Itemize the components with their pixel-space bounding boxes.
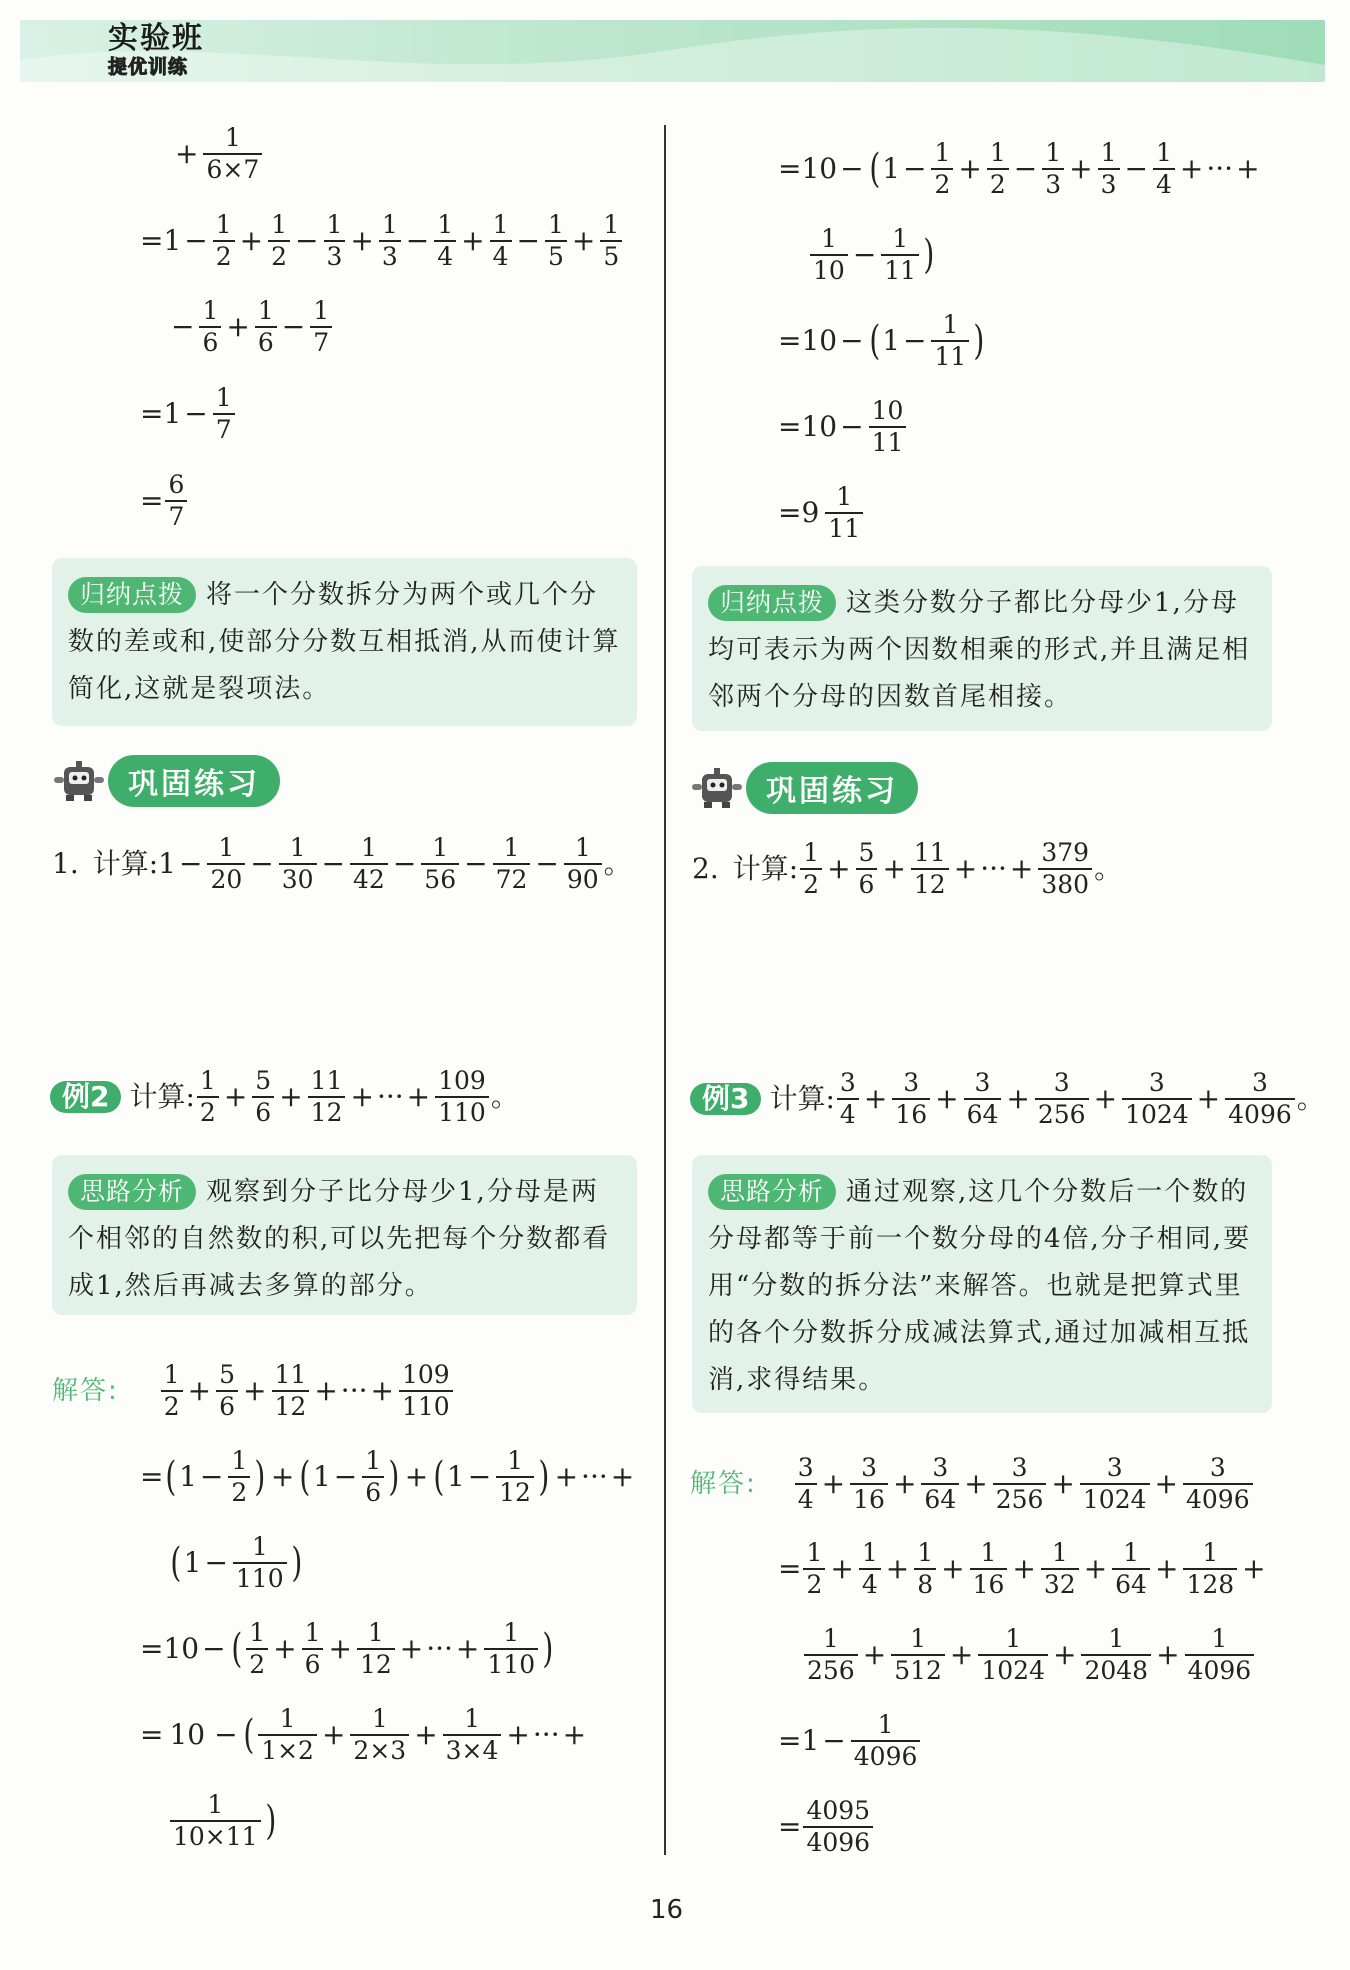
fraction: $\frac{1}{4}$	[1153, 140, 1175, 199]
header-wave-decoration	[20, 20, 1325, 82]
right-solution-line-4: = 1 − $\frac{1}{4096}$	[778, 1712, 922, 1771]
fraction: $\frac{1}{6}$	[199, 298, 221, 357]
fraction: $\frac{1}{16}$	[970, 1540, 1008, 1599]
fraction: $\frac{1}{110}$	[233, 1534, 287, 1593]
fraction: $\frac{3}{64}$	[964, 1070, 1002, 1129]
fraction: $\frac{1}{256}$	[804, 1626, 858, 1685]
right-practice-problem: 2. 计算: $\frac{1}{2}$ + $\frac{5}{6}$ + $\frac{11}{12}$ + ··· + $\frac{379}{380}$ 。	[692, 838, 1123, 900]
example-3: 例3 计算: $\frac{3}{4}$ + $\frac{3}{16}$ + $\frac{3}{64}$ + $\frac{3}{256}$ + $\frac{3}{1024}$ + $\frac{3}{4096}$ 。	[690, 1070, 1325, 1129]
fraction: $\frac{109}{110}$	[399, 1362, 453, 1421]
right-analysis-box	[692, 1155, 1272, 1413]
fraction: $\frac{3}{4}$	[795, 1455, 817, 1514]
fraction: $\frac{5}{6}$	[252, 1068, 274, 1127]
summary-tag: 归纳点拨	[708, 585, 836, 621]
left-summary-box	[52, 558, 637, 726]
fraction: $\frac{1}{512}$	[891, 1626, 945, 1685]
left-line-3: − $\frac{1}{6}$ + $\frac{1}{6}$ − $\frac{1}{7}$	[168, 298, 334, 357]
fraction: $\frac{1}{4}$	[859, 1540, 881, 1599]
fraction: $\frac{1}{4096}$	[851, 1712, 921, 1771]
left-analysis-box	[52, 1155, 637, 1315]
analysis-text: 通过观察,这几个分数后一个数的分母都等于前一个数分母的4倍,分子相同,要用“分数的拆分法”来解答。也就是把算式里的各个分数拆分成减法算式,通过加减相互抵消,求得结果。	[708, 1177, 1252, 1395]
fraction: $\frac{3}{1024}$	[1080, 1455, 1150, 1514]
left-solution-line-1: 解答: $\frac{1}{2}$ + $\frac{5}{6}$ + $\frac{11}{12}$ + ··· + $\frac{109}{110}$	[52, 1362, 455, 1421]
fraction: $\frac{1}{10\times 11}$	[170, 1792, 261, 1851]
fraction: $\frac{1}{20}$	[207, 835, 245, 894]
brand-title: 实验班	[108, 21, 204, 56]
fraction: $\frac{1}{128}$	[1183, 1540, 1237, 1599]
fraction: $\frac{1}{6}$	[255, 298, 277, 357]
right-line-5: = 9 $\frac{1}{11}$	[778, 484, 865, 543]
fraction: $\frac{3}{4096}$	[1225, 1070, 1295, 1129]
header-banner	[20, 20, 1325, 82]
fraction: $\frac{3}{256}$	[993, 1455, 1047, 1514]
left-line-1: + $\frac{1}{6\times 7}$	[172, 125, 264, 184]
fraction: $\frac{1}{5}$	[545, 212, 567, 271]
fraction: $\frac{1}{12}$	[496, 1448, 534, 1507]
right-line-1: = 10 − ( 1 − $\frac{1}{2}$ + $\frac{1}{2}$ − $\frac{1}{3}$ + $\frac{1}{3}$ − $\frac{1}{4}$ + ··· +	[778, 138, 1260, 200]
fraction: $\frac{1}{3}$	[324, 212, 346, 271]
fraction: $\frac{1}{4}$	[434, 212, 456, 271]
fraction: $\frac{1}{42}$	[350, 835, 388, 894]
fraction: $\frac{1}{2}$	[161, 1362, 183, 1421]
fraction: $\frac{1}{12}$	[357, 1620, 395, 1679]
left-solution-line-4: = 10 − ( $\frac{1}{2}$ + $\frac{1}{6}$ + $\frac{1}{12}$ + ··· + $\frac{1}{110}$ )	[140, 1618, 554, 1680]
brand-logo	[108, 22, 204, 78]
analysis-tag: 思路分析	[68, 1174, 196, 1210]
fraction: $\frac{379}{380}$	[1038, 840, 1092, 899]
fraction: $\frac{1}{2}$	[246, 1620, 268, 1679]
right-solution-line-5: = $\frac{4095}{4096}$	[778, 1798, 875, 1857]
robot-icon	[50, 759, 108, 803]
summary-text: 将一个分数拆分为两个或几个分数的差或和,使部分分数互相抵消,从而使计算简化,这就是裂项法。	[68, 580, 621, 704]
right-solution-line-3: $\frac{1}{256}$ + $\frac{1}{512}$ + $\frac{1}{1024}$ + $\frac{1}{2048}$ + $\frac{1}{4096}$	[802, 1626, 1256, 1685]
left-practice-problem: 1. 计算: 1 − $\frac{1}{20}$ − $\frac{1}{30}$ − $\frac{1}{42}$ − $\frac{1}{56}$ − $\frac{1}{72}$ − $\frac{1}{90}$ 。	[52, 833, 632, 895]
fraction: $\frac{1}{2}$	[987, 140, 1009, 199]
right-solution-line-1: 解答: $\frac{3}{4}$ + $\frac{3}{16}$ + $\frac{3}{64}$ + $\frac{3}{256}$ + $\frac{3}{1024}$ + $\frac{3}{4096}$	[690, 1455, 1255, 1514]
fraction: $\frac{1}{7}$	[213, 385, 235, 444]
fraction: $\frac{1}{3\times 4}$	[443, 1706, 502, 1765]
fraction: $\frac{1}{3}$	[379, 212, 401, 271]
fraction: $\frac{1}{5}$	[600, 212, 622, 271]
left-solution-line-3: ( 1 − $\frac{1}{110}$ )	[170, 1532, 302, 1594]
right-summary-box	[692, 566, 1272, 731]
summary-tag: 归纳点拨	[68, 577, 196, 613]
fraction: $\frac{1}{10}$	[810, 226, 848, 285]
example-2: 例2 计算: $\frac{1}{2}$ + $\frac{5}{6}$ + $\frac{11}{12}$ + ··· + $\frac{109}{110}$ 。	[50, 1068, 519, 1127]
fraction: $\frac{11}{12}$	[272, 1362, 310, 1421]
fraction: $\frac{1}{3}$	[1098, 140, 1120, 199]
fraction: $\frac{1}{6\times 7}$	[203, 125, 262, 184]
right-line-4: = 10 − $\frac{10}{11}$	[778, 398, 908, 457]
fraction: $\frac{1}{11}$	[825, 484, 863, 543]
analysis-tag: 思路分析	[708, 1174, 836, 1210]
fraction: $\frac{3}{4096}$	[1183, 1455, 1253, 1514]
left-solution-line-6: $\frac{1}{10\times 11}$ )	[168, 1792, 278, 1851]
fraction: $\frac{1}{1\times 2}$	[258, 1706, 317, 1765]
fraction: $\frac{10}{11}$	[869, 398, 907, 457]
column-divider	[664, 125, 666, 1855]
left-solution-line-5: = 10 − ( $\frac{1}{1\times 2}$ + $\frac{1}{2\times 3}$ + $\frac{1}{3\times 4}$ + ··· +	[140, 1704, 587, 1766]
fraction: $\frac{1}{2}$	[268, 212, 290, 271]
fraction: $\frac{1}{3}$	[1042, 140, 1064, 199]
fraction: $\frac{1}{4}$	[490, 212, 512, 271]
fraction: $\frac{1}{72}$	[493, 835, 531, 894]
fraction: $\frac{1}{2}$	[213, 212, 235, 271]
right-practice-header	[688, 762, 918, 814]
fraction: $\frac{3}{16}$	[892, 1070, 930, 1129]
fraction: $\frac{1}{4096}$	[1185, 1626, 1255, 1685]
left-practice-header	[50, 755, 280, 807]
fraction: $\frac{1}{11}$	[881, 226, 919, 285]
fraction: $\frac{1}{2}$	[228, 1448, 250, 1507]
example-2-label: 例2	[50, 1081, 121, 1113]
right-line-2: $\frac{1}{10}$ − $\frac{1}{11}$ )	[808, 226, 937, 285]
fraction: $\frac{3}{64}$	[921, 1455, 959, 1514]
fraction: $\frac{1}{32}$	[1041, 1540, 1079, 1599]
fraction: $\frac{3}{1024}$	[1122, 1070, 1192, 1129]
fraction: $\frac{1}{6}$	[302, 1620, 324, 1679]
fraction: $\frac{1}{64}$	[1112, 1540, 1150, 1599]
fraction: $\frac{1}{2}$	[197, 1068, 219, 1127]
fraction: $\frac{6}{7}$	[165, 472, 187, 531]
fraction: $\frac{3}{4}$	[837, 1070, 859, 1129]
fraction: $\frac{11}{12}$	[308, 1068, 346, 1127]
fraction: $\frac{3}{256}$	[1035, 1070, 1089, 1129]
solution-label: 解答:	[690, 1469, 757, 1500]
fraction: $\frac{1}{30}$	[279, 835, 317, 894]
fraction: $\frac{5}{6}$	[216, 1362, 238, 1421]
fraction: $\frac{1}{110}$	[484, 1620, 538, 1679]
summary-text: 这类分数分子都比分母少1,分母均可表示为两个因数相乘的形式,并且满足相邻两个分母的因数首尾相接。	[708, 588, 1251, 712]
fraction: $\frac{1}{2048}$	[1081, 1626, 1151, 1685]
fraction: $\frac{3}{16}$	[850, 1455, 888, 1514]
fraction: $\frac{1}{11}$	[931, 312, 969, 371]
fraction: $\frac{1}{1024}$	[978, 1626, 1048, 1685]
fraction: $\frac{1}{2}$	[800, 840, 822, 899]
robot-icon	[688, 766, 746, 810]
right-line-3: = 10 − ( 1 − $\frac{1}{11}$ )	[778, 310, 985, 372]
analysis-text: 观察到分子比分母少1,分母是两个相邻的自然数的积,可以先把每个分数都看成1,然后再减去多算的部分。	[68, 1177, 611, 1301]
fraction: $\frac{1}{6}$	[362, 1448, 384, 1507]
fraction: $\frac{1}{90}$	[564, 835, 602, 894]
left-line-5: = $\frac{6}{7}$	[140, 472, 189, 531]
practice-tag: 巩固练习	[108, 755, 280, 807]
brand-subtitle: 提优训练	[108, 56, 189, 78]
fraction: $\frac{1}{56}$	[421, 835, 459, 894]
practice-tag: 巩固练习	[746, 762, 918, 814]
fraction: $\frac{1}{2}$	[803, 1540, 825, 1599]
left-solution-line-2: = ( 1 − $\frac{1}{2}$ ) + ( 1 − $\frac{1}{6}$ ) + ( 1 − $\frac{1}{12}$ ) + ··· +	[140, 1446, 635, 1508]
fraction: $\frac{11}{12}$	[911, 840, 949, 899]
fraction: $\frac{4095}{4096}$	[803, 1798, 873, 1857]
solution-label: 解答:	[52, 1376, 119, 1407]
fraction: $\frac{1}{2}$	[931, 140, 953, 199]
fraction: $\frac{1}{7}$	[310, 298, 332, 357]
left-line-2: = 1 − $\frac{1}{2}$ + $\frac{1}{2}$ − $\frac{1}{3}$ + $\frac{1}{3}$ − $\frac{1}{4}$ + $\frac{1}{4}$ − $\frac{1}{5}$ + $\frac{1}{5}$	[140, 212, 624, 271]
left-line-4: = 1 − $\frac{1}{7}$	[140, 385, 237, 444]
page-number: 16	[650, 1895, 684, 1925]
right-solution-line-2: = $\frac{1}{2}$ + $\frac{1}{4}$ + $\frac{1}{8}$ + $\frac{1}{16}$ + $\frac{1}{32}$ + $\frac{1}{64}$ + $\frac{1}{128}$ +	[778, 1538, 1266, 1600]
fraction: $\frac{5}{6}$	[856, 840, 878, 899]
example-3-label: 例3	[690, 1083, 761, 1115]
fraction: $\frac{109}{110}$	[435, 1068, 489, 1127]
fraction: $\frac{1}{8}$	[914, 1540, 936, 1599]
fraction: $\frac{1}{2\times 3}$	[350, 1706, 409, 1765]
